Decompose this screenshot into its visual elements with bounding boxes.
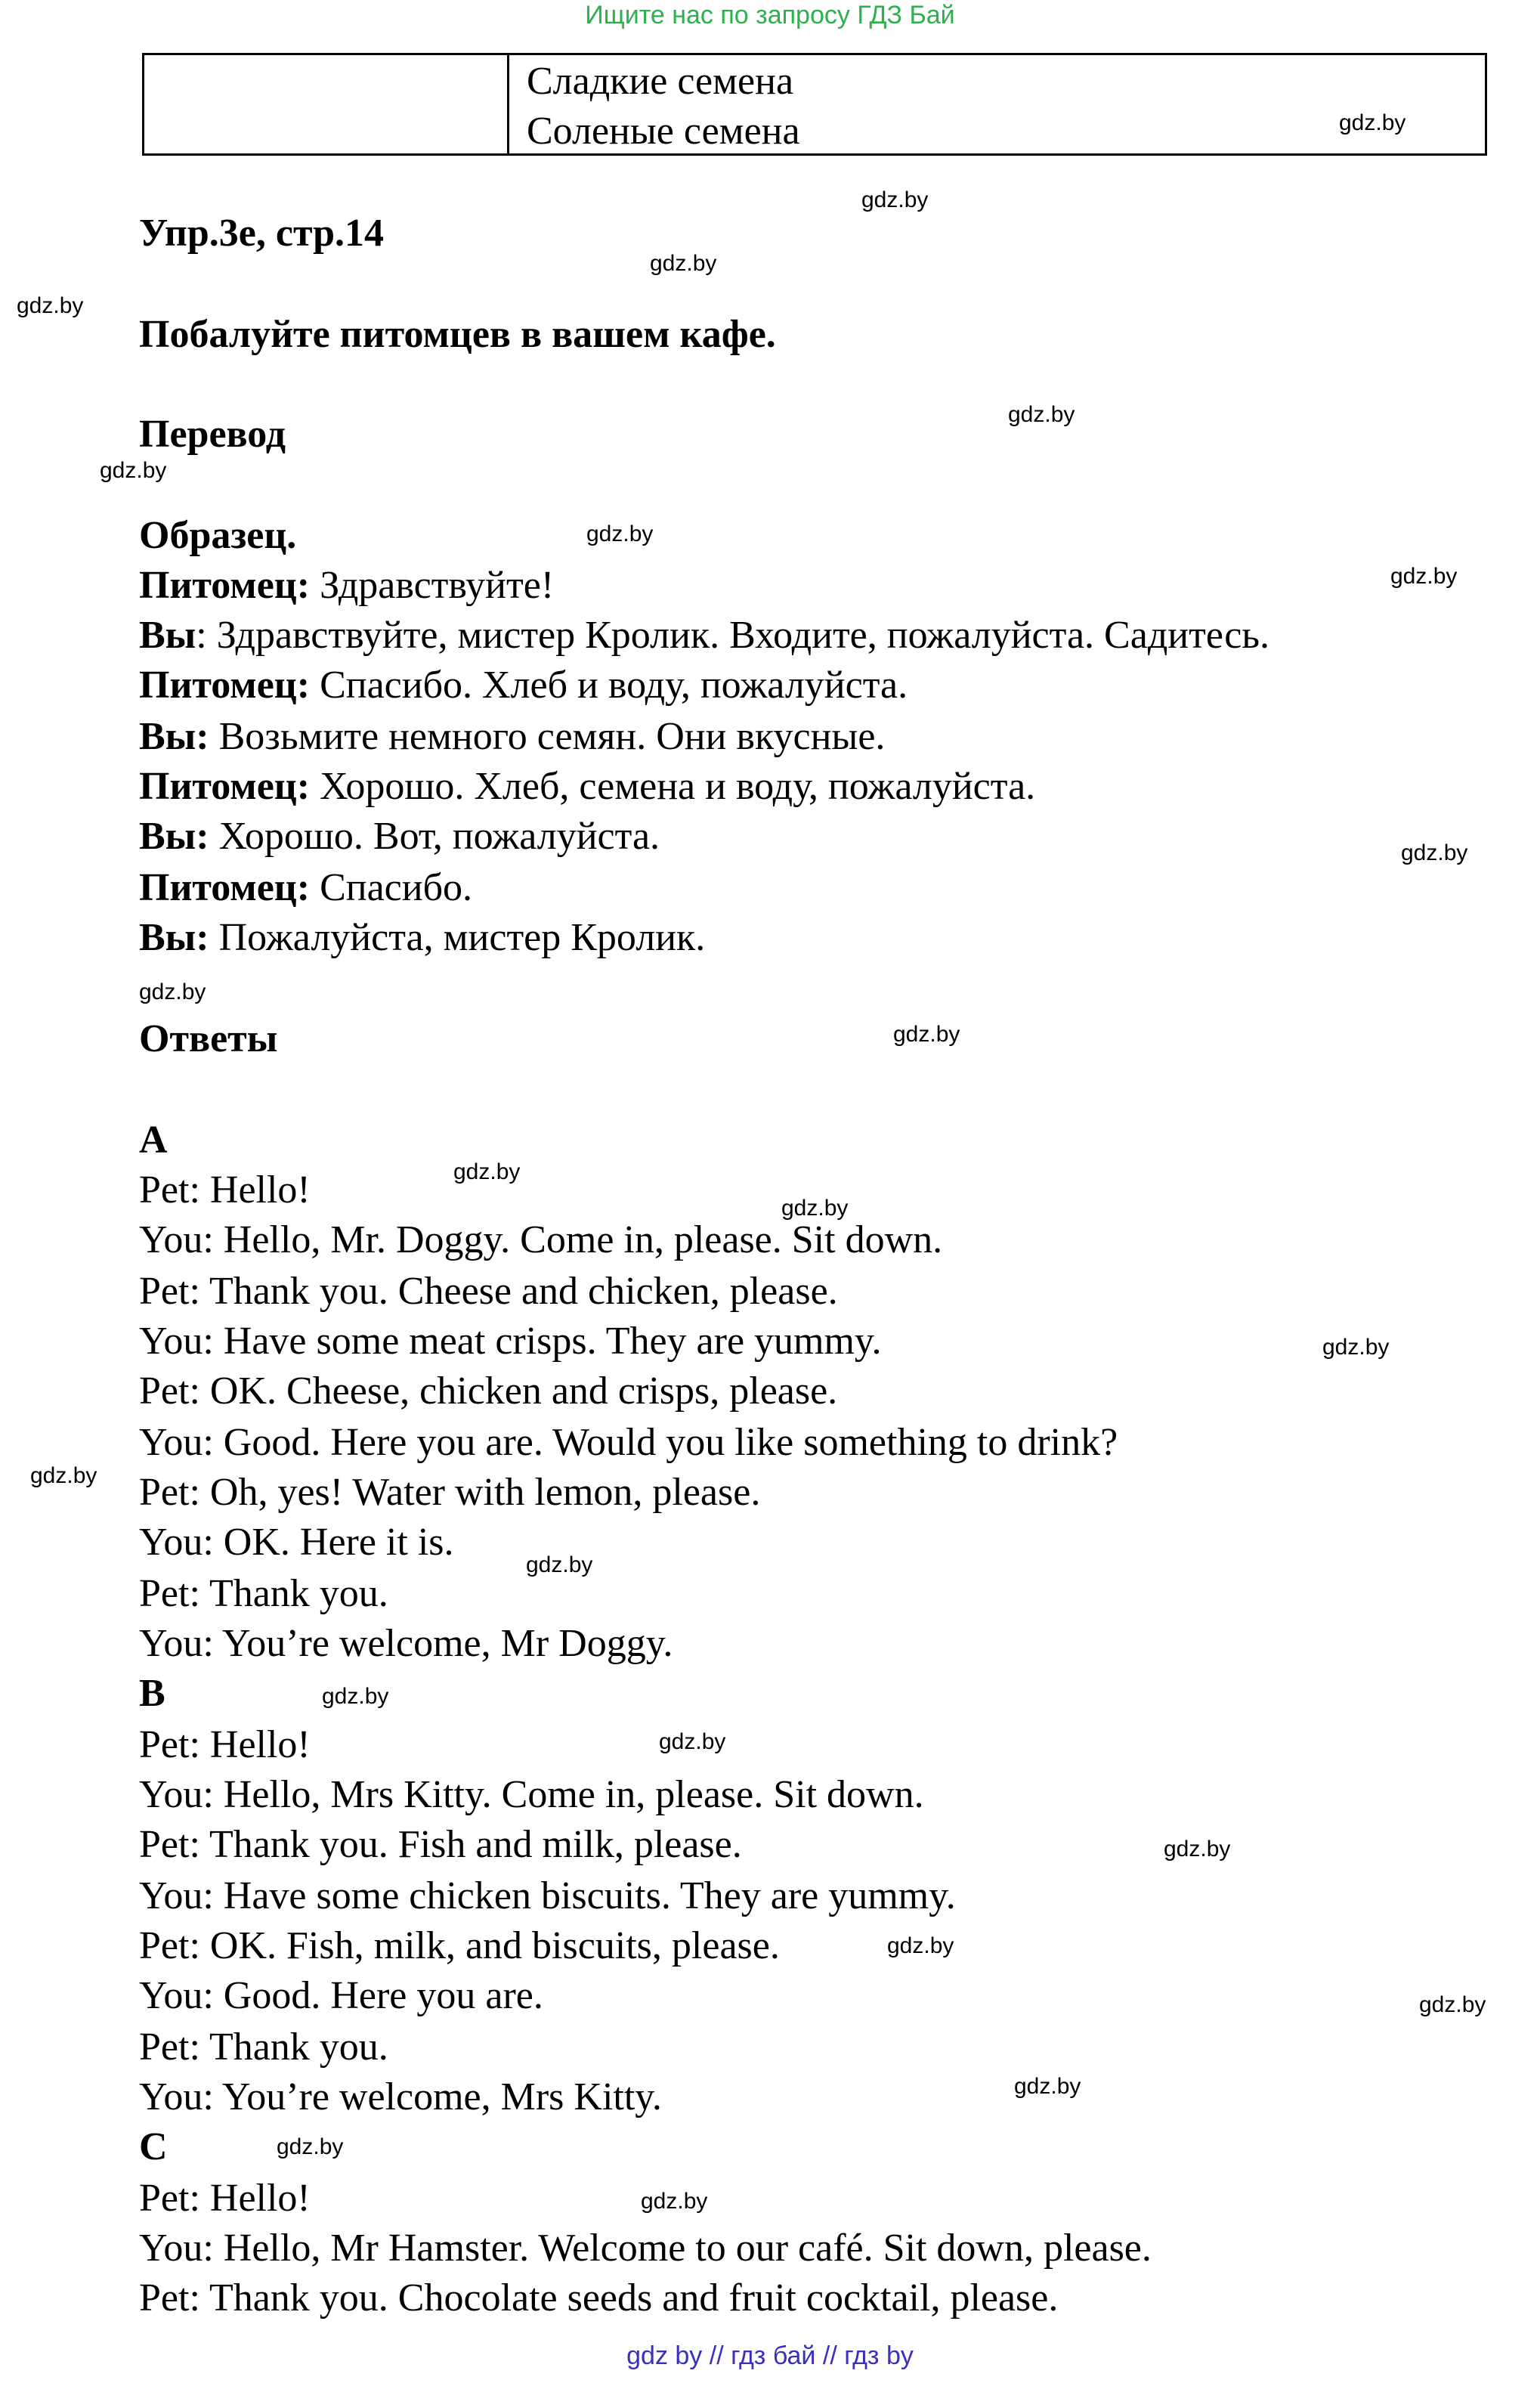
watermark: gdz.by: [1164, 1837, 1231, 1862]
watermark: gdz.by: [650, 251, 717, 276]
watermark: gdz.by: [100, 458, 167, 483]
table-cell-salted-seeds: Соленые семена: [527, 110, 800, 153]
dialogue-text: Спасибо.: [310, 866, 473, 909]
bottom-banner-links[interactable]: gdz by // гдз бай // гдз by: [626, 2341, 914, 2370]
answer-line: Pet: OK. Cheese, chicken and crisps, please.: [139, 1369, 838, 1413]
watermark: gdz.by: [781, 1196, 849, 1221]
watermark: gdz.by: [17, 293, 84, 318]
watermark: gdz.by: [861, 187, 929, 212]
watermark: gdz.by: [1014, 2074, 1081, 2099]
watermark: gdz.by: [1390, 564, 1458, 589]
answer-line: You: Hello, Mrs Kitty. Come in, please. Sit down.: [139, 1773, 924, 1816]
exercise-title: Упр.3е, стр.14: [139, 212, 385, 255]
sample-line: [139, 712, 885, 762]
watermark: gdz.by: [1401, 840, 1468, 865]
watermark: gdz.by: [30, 1463, 97, 1488]
answer-line: You: Good. Here you are.: [139, 1974, 543, 2017]
sample-line: [139, 863, 472, 913]
watermark: gdz.by: [887, 1933, 954, 1958]
watermark: gdz.by: [277, 2134, 344, 2159]
answer-line: You: Have some chicken biscuits. They are yummy.: [139, 1874, 956, 1917]
translation-heading: Перевод: [139, 413, 286, 456]
sample-line: [139, 913, 705, 963]
watermark: gdz.by: [586, 521, 654, 546]
top-banner-link[interactable]: Ищите нас по запросу ГДЗ Бай: [585, 1, 955, 29]
sample-line: [139, 762, 1035, 812]
table-cell-sweet-seeds: Сладкие семена: [527, 60, 794, 103]
dialogue-text: Возьмите немного семян. Они вкусные.: [209, 715, 886, 758]
answer-line: Pet: Hello!: [139, 1168, 311, 1212]
watermark: gdz.by: [453, 1159, 521, 1184]
answer-line: You: Hello, Mr. Doggy. Come in, please. Sit down.: [139, 1218, 943, 1261]
section-c-label: C: [139, 2125, 168, 2168]
watermark: gdz.by: [526, 1552, 593, 1577]
answer-line: Pet: OK. Fish, milk, and biscuits, please.: [139, 1924, 780, 1967]
table-divider: [507, 55, 509, 153]
answer-line: You: You’re welcome, Mrs Kitty.: [139, 2075, 662, 2118]
dialogue-text: Пожалуйста, мистер Кролик.: [209, 916, 706, 959]
dialogue-text: Хорошо. Вот, пожалуйста.: [209, 815, 660, 858]
section-a-label: A: [139, 1119, 168, 1162]
watermark: gdz.by: [641, 2189, 708, 2214]
speaker-label: Питомец:: [139, 866, 311, 909]
answer-line: Pet: Thank you. Fish and milk, please.: [139, 1823, 742, 1866]
watermark: gdz.by: [139, 980, 206, 1004]
dialogue-text: Хорошо. Хлеб, семена и воду, пожалуйста.: [310, 765, 1036, 808]
answer-line: You: You’re welcome, Mr Doggy.: [139, 1622, 673, 1665]
seed-table: [142, 53, 1487, 156]
answer-line: You: Have some meat crisps. They are yummy.: [139, 1320, 882, 1363]
speaker-label: Вы:: [139, 916, 209, 959]
task-text: Побалуйте питомцев в вашем кафе.: [139, 313, 776, 356]
sample-line: [139, 812, 660, 862]
section-b-label: B: [139, 1672, 165, 1715]
watermark: gdz.by: [1322, 1335, 1390, 1360]
dialogue-text: Здравствуйте!: [310, 564, 555, 607]
dialogue-text: Спасибо. Хлеб и воду, пожалуйста.: [310, 664, 908, 707]
answer-line: Pet: Thank you. Chocolate seeds and fruit cocktail, please.: [139, 2276, 1059, 2320]
watermark: gdz.by: [322, 1684, 389, 1709]
sample-line: [139, 611, 1269, 661]
answers-heading: Ответы: [139, 1017, 278, 1060]
answer-line: You: OK. Here it is.: [139, 1521, 454, 1564]
sample-line: [139, 561, 554, 611]
speaker-label: Вы:: [139, 815, 209, 858]
answer-line: Pet: Thank you. Cheese and chicken, please.: [139, 1270, 838, 1313]
speaker-label: Питомец:: [139, 564, 311, 607]
watermark: gdz.by: [893, 1022, 960, 1047]
answer-line: Pet: Thank you.: [139, 1572, 388, 1615]
speaker-label: Питомец:: [139, 664, 311, 707]
watermark: gdz.by: [1339, 110, 1406, 135]
speaker-label: Питомец:: [139, 765, 311, 808]
watermark: gdz.by: [1419, 1992, 1486, 2017]
answer-line: Pet: Oh, yes! Water with lemon, please.: [139, 1471, 761, 1514]
answer-line: Pet: Thank you.: [139, 2026, 388, 2069]
answer-line: You: Good. Here you are. Would you like something to drink?: [139, 1421, 1118, 1464]
speaker-label: Вы:: [139, 715, 209, 758]
answer-line: Pet: Hello!: [139, 2177, 311, 2220]
speaker-label: Вы: [139, 614, 196, 657]
sample-heading: Образец.: [139, 514, 297, 557]
sample-line: [139, 661, 908, 710]
answer-line: Pet: Hello!: [139, 1723, 311, 1766]
dialogue-text: : Здравствуйте, мистер Кролик. Входите, пожалуйста. Садитесь.: [196, 614, 1270, 657]
watermark: gdz.by: [1008, 402, 1075, 427]
answer-line: You: Hello, Mr Hamster. Welcome to our café. Sit down, please.: [139, 2227, 1152, 2270]
watermark: gdz.by: [659, 1729, 726, 1754]
